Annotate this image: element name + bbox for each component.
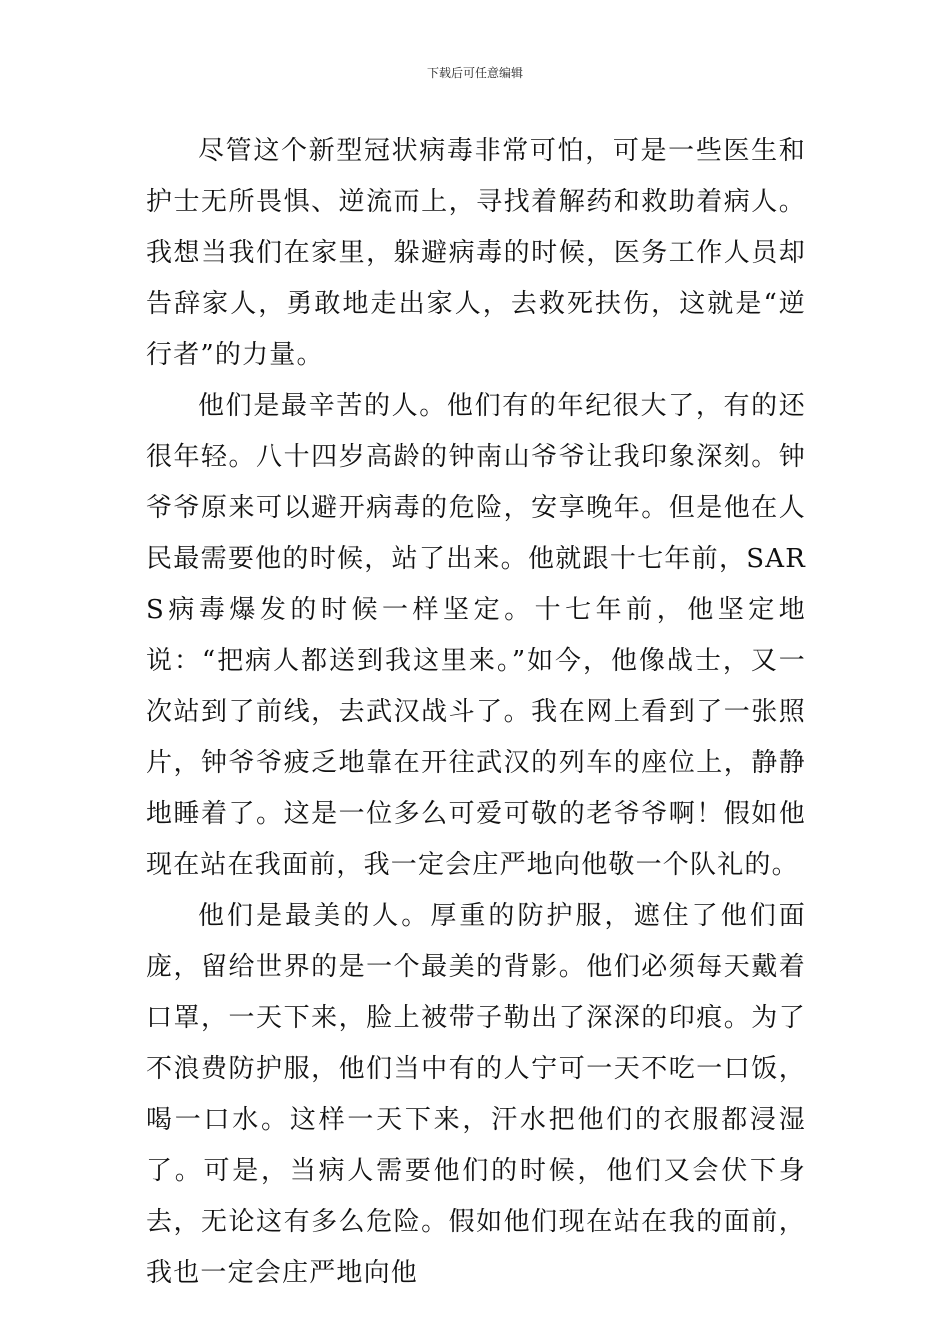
paragraph-1: 尽管这个新型冠状病毒非常可怕，可是一些医生和护士无所畏惧、逆流而上，寻找着解药和救助着病人。我想当我们在家里，躲避病毒的时候，医务工作人员却告辞家人，勇敢地走出家人，去救死扶伤，这就是“逆行者”的力量。 xyxy=(146,136,806,370)
paragraph-2: 他们是最辛苦的人。他们有的年纪很大了，有的还很年轻。八十四岁高龄的钟南山爷爷让我印象深刻。钟爷爷原来可以避开病毒的危险，安享晚年。但是他在人民最需要他的时候，站了出来。他就跟十七年前，SARS病毒爆发的时候一样坚定。十七年前，他坚定地说：“把病人都送到我这里来。”如今，他像战士，又一次站到了前线，去武汉战斗了。我在网上看到了一张照片，钟爷爷疲乏地靠在开往武汉的列车的座位上，静静地睡着了。这是一位多么可爱可敬的老爷爷啊！假如他现在站在我面前，我一定会庄严地向他敬一个队礼的。 xyxy=(146,391,806,880)
page-header-note: 下载后可任意编辑 xyxy=(426,66,523,80)
paragraph-3: 他们是最美的人。厚重的防护服，遮住了他们面庞，留给世界的是一个最美的背影。他们必须每天戴着口罩，一天下来，脸上被带子勒出了深深的印痕。为了不浪费防护服，他们当中有的人宁可一天不吃一口饭，喝一口水。这样一天下来，汗水把他们的衣服都浸湿了。可是，当病人需要他们的时候，他们又会伏下身去，无论这有多么危险。假如他们现在站在我的面前，我也一定会庄严地向他 xyxy=(146,901,806,1288)
document-body xyxy=(146,126,806,1299)
